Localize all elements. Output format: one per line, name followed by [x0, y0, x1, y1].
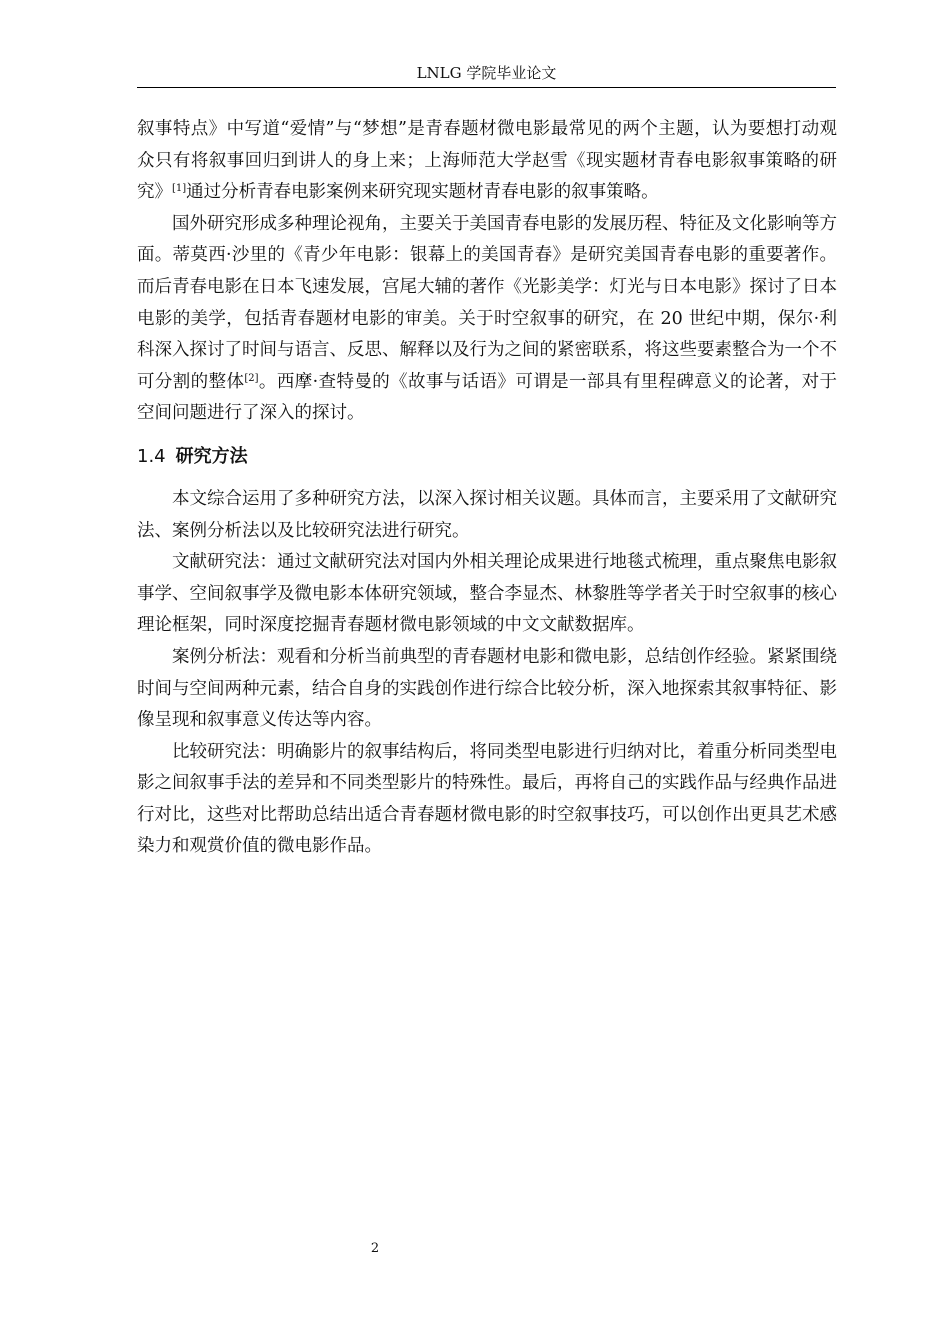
paragraph-case-analysis-method: 案例分析法：观看和分析当前典型的青春题材电影和微电影，总结创作经验。紧紧围绕时间与空间两种元素，结合自身的实践创作进行综合比较分析，深入地探索其叙事特征、影像呈现和叙事意义传达等内容。 [137, 646, 837, 731]
section-number: 1.4 [137, 445, 166, 467]
citation-ref: [2] [244, 372, 259, 384]
document-body [137, 114, 837, 863]
section-heading [137, 442, 837, 472]
citation-ref: [1] [172, 183, 187, 195]
paragraph-methods-intro: 本文综合运用了多种研究方法，以深入探讨相关议题。具体而言，主要采用了文献研究法、案例分析法以及比较研究法进行研究。 [137, 488, 837, 541]
paragraph-foreign-research: 国外研究形成多种理论视角，主要关于美国青春电影的发展历程、特征及文化影响等方面。蒂莫西·沙里的《青少年电影：银幕上的美国青春》是研究美国青春电影的重要著作。而后青春电影在日本飞速发展，宫尾大辅的著作《光影美学：灯光与日本电影》探讨了日本电影的美学，包括青春题材电影的审美。关于时空叙事的研究，在 20 世纪中期，保尔·利科深入探讨了时间与语言、反思、解释以及行为之间的紧密联系，将这些要素整合为一个不可分割的整体[2]。西摩·查特曼的《故事与话语》可谓是一部具有里程碑意义的论著，对于空间问题进行了深入的探讨。 [137, 213, 838, 424]
page-number: 2 [370, 1241, 380, 1256]
paragraph-previous-studies: 叙事特点》中写道“爱情”与“梦想”是青春题材微电影最常见的两个主题，认为要想打动观众只有将叙事回归到讲人的身上来；上海师范大学赵雪《现实题材青春电影叙事策略的研究》[1]通过分析青春电影案例来研究现实题材青春电影的叙事策略。 [137, 119, 837, 203]
paragraph-comparative-method: 比较研究法：明确影片的叙事结构后，将同类型电影进行归纳对比，着重分析同类型电影之间叙事手法的差异和不同类型影片的特殊性。最后，再将自己的实践作品与经典作品进行对比，这些对比帮助总结出适合青春题材微电影的时空叙事技巧，可以创作出更具艺术感染力和观赏价值的微电影作品。 [137, 741, 837, 857]
header-title: LNLG 学院毕业论文 [416, 64, 557, 82]
page-header [137, 62, 836, 88]
section-title: 研究方法 [175, 445, 248, 467]
paragraph-literature-method: 文献研究法：通过文献研究法对国内外相关理论成果进行地毯式梳理，重点聚焦电影叙事学、空间叙事学及微电影本体研究领域，整合李显杰、林黎胜等学者关于时空叙事的核心理论框架，同时深度挖掘青春题材微电影领域的中文文献数据库。 [137, 552, 837, 636]
